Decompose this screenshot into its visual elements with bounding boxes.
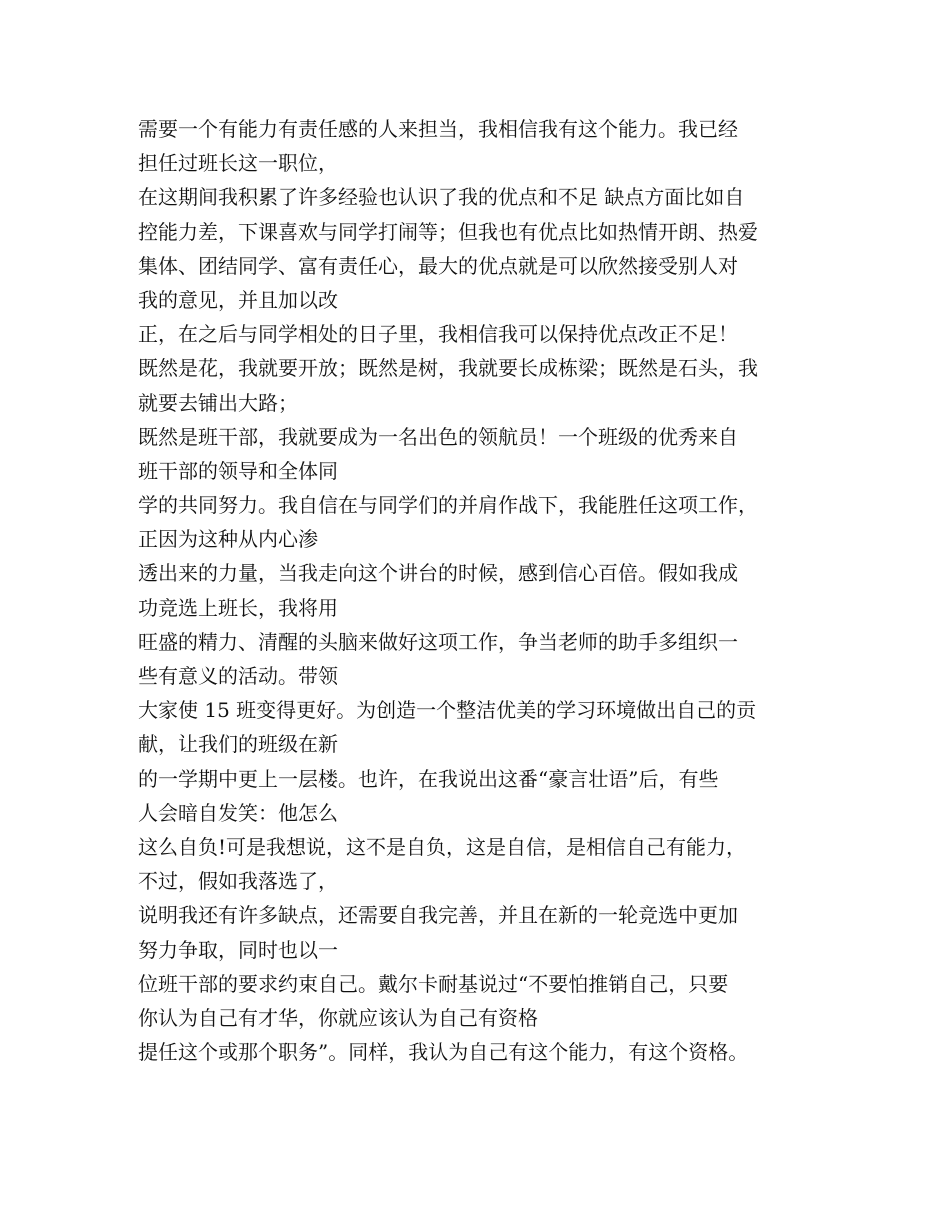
text-line: 不过，假如我落选了， [138,869,338,894]
text-line: 这么自负!可是我想说，这不是自负，这是自信，是相信自己有能力， [138,834,747,859]
text-line: 位班干部的要求约束自己。戴尔卡耐基说过“不要怕推销自己，只要 [138,971,729,996]
text-line: 你认为自己有才华，你就应该认为自己有资格 [138,1005,538,1030]
text-line: 透出来的力量，当我走向这个讲台的时候，感到信心百倍。假如我成 [138,561,738,586]
text-line: 班干部的领导和全体同 [138,458,338,483]
text-line: 功竞选上班长，我将用 [138,595,338,620]
text-line: 的一学期中更上一层楼。也许，在我说出这番“豪言壮语”后，有些 [138,766,719,791]
text-line: 旺盛的精力、清醒的头脑来做好这项工作，争当老师的助手多组织一 [138,629,738,654]
text-line: 提任这个或那个职务”。同样，我认为自己有这个能力，有这个资格。 [138,1040,749,1065]
text-line: 既然是花，我就要开放；既然是树，我就要长成栋梁；既然是石头，我 [138,356,758,381]
text-line: 学的共同努力。我自信在与同学们的并肩作战下，我能胜任这项工作， [138,493,758,518]
text-line: 大家使 15 班变得更好。为创造一个整洁优美的学习环境做出自己的贡 [138,698,757,723]
text-line: 献，让我们的班级在新 [138,732,338,757]
text-line: 控能力差，下课喜欢与同学打闹等；但我也有优点比如热情开朗、热爱 [138,219,758,244]
text-line: 就要去铺出大路； [138,390,298,415]
text-line: 集体、团结同学、富有责任心，最大的优点就是可以欣然接受别人对 [138,253,738,278]
text-line: 在这期间我积累了许多经验也认识了我的优点和不足 缺点方面比如自 [138,185,745,210]
body-text [138,112,838,1069]
text-line: 些有意义的活动。带领 [138,664,338,688]
text-line: 人会暗自发笑：他怎么 [138,800,338,825]
text-line: 努力争取，同时也以一 [138,937,338,962]
text-line: 说明我还有许多缺点，还需要自我完善，并且在新的一轮竞选中更加 [138,903,738,928]
text-line: 需要一个有能力有责任感的人来担当，我相信我有这个能力。我已经 [138,117,738,141]
text-line: 正，在之后与同学相处的日子里，我相信我可以保持优点改正不足！ [138,322,738,347]
text-line: 我的意见，并且加以改 [138,287,338,312]
text-line: 担任过班长这一职位， [138,151,338,176]
text-line: 既然是班干部，我就要成为一名出色的领航员！一个班级的优秀来自 [138,424,738,449]
text-line: 正因为这种从内心渗 [138,527,318,552]
